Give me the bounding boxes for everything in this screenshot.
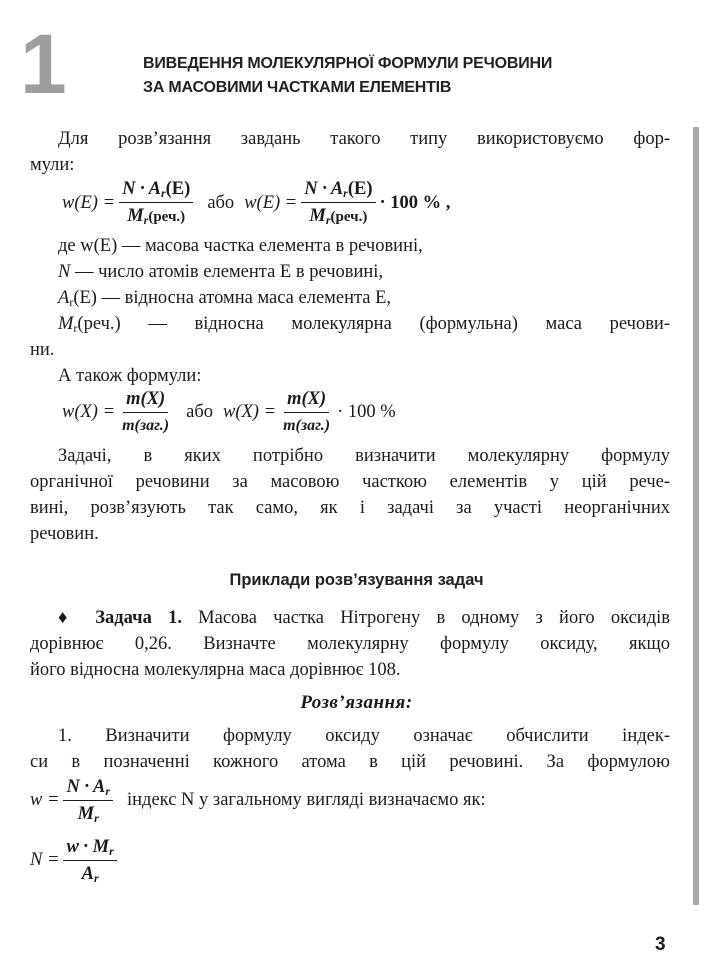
- formula2-lhs-2: w(X) =: [223, 402, 277, 422]
- formula3-numerator: N · A: [66, 777, 106, 797]
- formula1-fraction: $\frac{N \cdot A_r(E)}{M_r(реч.)}$: [119, 178, 193, 228]
- solution-after-formula: індекс N у загальному вигляді визначаємо як:: [127, 790, 486, 810]
- task-1-label: ♦ Задача 1.: [58, 608, 182, 628]
- formula1-numerator: N · A: [122, 179, 161, 199]
- formula2-connector: або: [186, 402, 213, 422]
- formula-fraction-simple: [30, 776, 486, 825]
- intro-line-2: мули:: [30, 155, 75, 175]
- formula1-connector: або: [207, 192, 235, 213]
- definition-atom-count: N — число атомів елемента Е в речовині,: [58, 262, 384, 282]
- formula1-tail: · 100 % ,: [379, 192, 451, 213]
- formula1-denominator: M: [127, 206, 144, 226]
- formula4-numerator: w · M: [66, 837, 110, 857]
- chapter-title: [143, 52, 552, 100]
- formula3-fraction: $\frac{N \cdot A_r}{M_r}$: [63, 776, 113, 825]
- solution-line-2: си в позначенні кожного атома в цій речовині. За формулою: [30, 752, 670, 772]
- definition-atomic-mass: $A_r(E)$ — відносна атомна маса елемента Е,: [58, 288, 392, 309]
- task-1-line-1: ♦ Задача 1. Масова частка Нітрогену в одному з його оксидів: [58, 608, 670, 628]
- formula1-lhs: w(E) =: [62, 192, 116, 213]
- formula2-fraction-2: $\frac{m(X)}{\text{m(заг.)}}$: [283, 389, 331, 434]
- definition-molecular-mass: $M_r(реч.)$ — відносна молекулярна (формульна) маса речови-: [58, 314, 670, 335]
- formula2-lhs: w(X) =: [62, 402, 116, 422]
- examples-heading: Приклади розв’язування задач: [229, 571, 484, 589]
- paragraph-line-3: вині, розв’язують так само, як і задачі за участі неорганічних: [30, 498, 670, 518]
- paragraph-line-4: речовин.: [30, 524, 99, 544]
- formula4-fraction: $\frac{w \cdot M_r}{A_r}$: [63, 836, 116, 885]
- formula1-lhs-2: w(E) =: [244, 192, 298, 213]
- formula3-lhs: w =: [30, 790, 60, 810]
- formula-atom-count: [30, 836, 121, 885]
- intro-line-1: Для розв’язання завдань такого типу використовуємо фор-: [58, 129, 670, 149]
- page-edge-bar: [693, 127, 699, 905]
- paragraph-line-1: Задачі, в яких потрібно визначити молекулярну формулу: [58, 446, 670, 466]
- formula4-denominator: A: [81, 864, 94, 884]
- also-formulas: А також формули:: [58, 366, 202, 386]
- formula1-fraction-2: $\frac{N \cdot A_r(E)}{M_r(реч.)}$: [301, 178, 375, 228]
- chapter-title-line-1: ВИВЕДЕННЯ МОЛЕКУЛЯРНОЇ ФОРМУЛИ РЕЧОВИНИ: [143, 55, 553, 72]
- chapter-title-line-2: ЗА МАСОВИМИ ЧАСТКАМИ ЕЛЕМЕНТІВ: [143, 79, 452, 96]
- definition-mass-fraction: де w(E) — масова частка елемента в речовині,: [58, 236, 423, 256]
- paragraph-line-2: органічної речовини за масовою часткою елементів у цій рече-: [30, 472, 670, 492]
- definition-molecular-mass-cont: ни.: [30, 340, 55, 360]
- chapter-number: 1: [20, 17, 67, 111]
- formula2-numerator: m(X): [123, 388, 168, 413]
- page-number: 3: [655, 934, 666, 955]
- formula2-denominator: m(заг.): [122, 417, 170, 434]
- task-1-line-3: його відносна молекулярна маса дорівнює 108.: [30, 660, 401, 680]
- formula2-fraction: [119, 388, 172, 437]
- formula4-lhs: N =: [30, 850, 60, 870]
- task-1-line-2: дорівнює 0,26. Визначте молекулярну формулу оксиду, якщо: [30, 634, 670, 654]
- formula-mass-fraction-mixture: [62, 388, 396, 437]
- formula2-tail: · 100 %: [337, 402, 396, 422]
- solution-line-1: 1. Визначити формулу оксиду означає обчислити індек-: [58, 726, 670, 746]
- solution-heading: Розв’язання:: [300, 692, 413, 713]
- formula3-denominator: M: [77, 804, 95, 824]
- formula-mass-fraction: [62, 178, 450, 228]
